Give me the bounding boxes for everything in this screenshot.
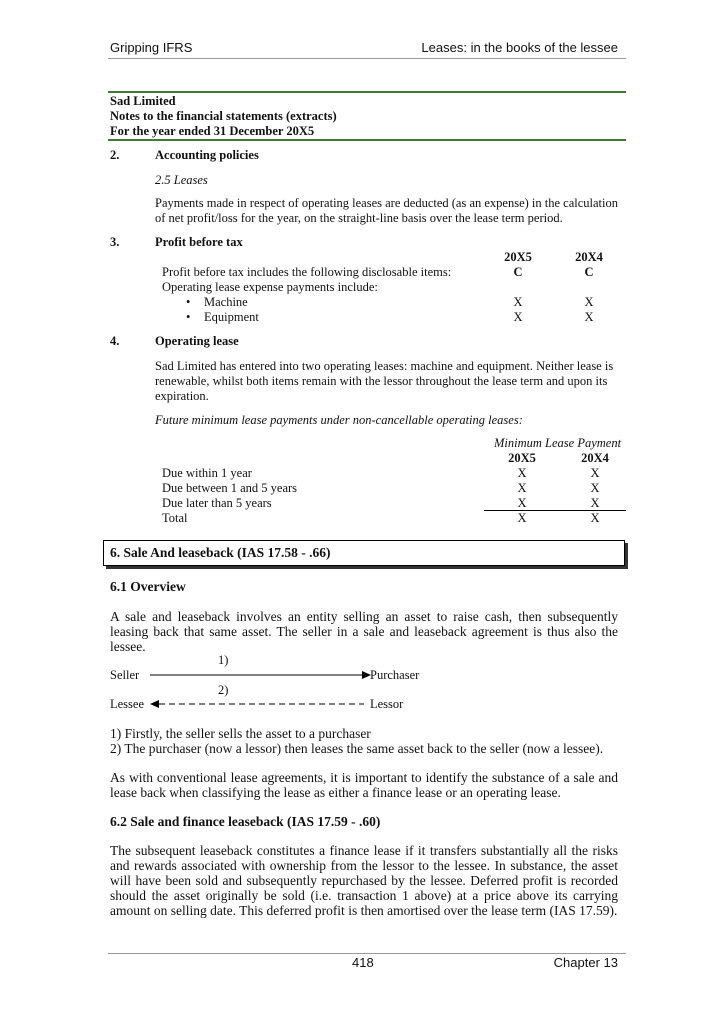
note4-row-3-v2: X: [590, 496, 600, 510]
note3-row-machine: • Machine: [204, 295, 248, 310]
overview-line3: lessee.: [110, 639, 146, 654]
note2-title: Accounting policies: [155, 148, 259, 162]
note4-row-1-v1: X: [517, 466, 527, 480]
note4-row-2: Due between 1 and 5 years: [162, 481, 298, 495]
note2-number: 2.: [110, 148, 120, 162]
para3-line1: The subsequent leaseback constitutes a finance lease if it transfers substantially all the risks: [110, 843, 618, 858]
diagram-purchaser: Purchaser: [370, 668, 420, 682]
header-rule: [108, 58, 626, 59]
note4-col2: 20X4: [581, 451, 609, 465]
note4-para3: expiration.: [155, 389, 209, 403]
note2-line1: Payments made in respect of operating leases are deducted (as an expense) in the calculation: [155, 196, 619, 210]
note4-para1: Sad Limited has entered into two operating leases: machine and equipment. Neither lease is: [155, 359, 614, 373]
page-number: 418: [352, 955, 374, 970]
note3-col1: 20X5: [504, 250, 532, 264]
para2-line2: lease back when classifying the lease as either a finance lease or an operating lease.: [110, 785, 561, 800]
step-list-2: 2) The purchaser (now a lessor) then leases the same asset back to the seller (now a lessee).: [110, 741, 604, 756]
diagram-lessee: Lessee: [110, 697, 145, 711]
note3-row-equipment: • Equipment: [204, 310, 259, 325]
note4-row-total: Total: [162, 511, 188, 525]
arrow-left-dashed-icon: [150, 697, 372, 711]
note4-row-1-v2: X: [590, 466, 600, 480]
note3-number: 3.: [110, 235, 120, 249]
diagram-seller: Seller: [110, 668, 140, 682]
note4-row-3-v1: X: [517, 496, 527, 510]
note2-subtitle: 2.5 Leases: [155, 173, 208, 187]
para3-line5: amount on selling date. This deferred profit is then amortised over the lease term (IAS 17.59).: [110, 903, 618, 918]
footer-rule: [108, 953, 626, 954]
note4-para2: renewable, whilst both items remain with the lessor throughout the lease term and upon its: [155, 374, 608, 388]
overview-line1: A sale and leaseback involves an entity selling an asset to raise cash, then subsequently: [110, 609, 618, 624]
note3-cur2: C: [584, 265, 594, 279]
step-list-1: 1) Firstly, the seller sells the asset to a purchaser: [110, 726, 371, 741]
note4-row-2-v2: X: [590, 481, 600, 495]
note3-cur1: C: [513, 265, 523, 279]
header-left: Gripping IFRS: [110, 40, 193, 55]
para3-line2: and rewards associated with ownership from the lessor to the lessee. In substance, the asset: [110, 858, 618, 873]
diagram-step1: 1): [218, 653, 229, 667]
note3-col2: 20X4: [575, 250, 603, 264]
note4-col1: 20X5: [508, 451, 536, 465]
diagram-step2: 2): [218, 683, 229, 697]
note3-equipment-v1: X: [513, 310, 523, 324]
section-6-title: 6. Sale And leaseback (IAS 17.58 - .66): [110, 545, 331, 560]
header-right: Leases: in the books of the lessee: [421, 40, 618, 55]
note4-row-1: Due within 1 year: [162, 466, 252, 480]
diagram-lessor: Lessor: [370, 697, 404, 711]
notes-period: For the year ended 31 December 20X5: [110, 124, 315, 138]
heading-6-2: 6.2 Sale and finance leaseback (IAS 17.59 - .60): [110, 814, 381, 829]
para3-line4: should the asset originally be sold (i.e. transaction 1 above) at a price above its carrying: [110, 888, 618, 903]
arrow-right-icon: [150, 668, 372, 682]
note4-row-3: Due later than 5 years: [162, 496, 272, 510]
note4-number: 4.: [110, 334, 120, 348]
note2-line2: of net profit/loss for the year, on the straight-line basis over the lease term period.: [155, 211, 563, 225]
overview-line2: leasing back that same asset. The seller in a sale and leaseback agreement is thus also the: [110, 624, 618, 639]
heading-6-1: 6.1 Overview: [110, 579, 186, 594]
note4-table-head: Minimum Lease Payment: [494, 436, 622, 450]
note3-line1: Profit before tax includes the following disclosable items:: [162, 265, 452, 279]
note4-row-2-v1: X: [517, 481, 527, 495]
note4-total-v2: X: [590, 511, 600, 525]
para2-line1: As with conventional lease agreements, it is important to identify the substance of a sale and: [110, 770, 618, 785]
para3-line3: will have been sold and subsequently repurchased by the lessee. Deferred profit is recorded: [110, 873, 618, 888]
note3-equipment-v2: X: [584, 310, 594, 324]
chapter-label: Chapter 13: [553, 955, 618, 970]
notes-bottom-rule: [108, 139, 626, 141]
note3-machine-v1: X: [513, 295, 523, 309]
notes-top-rule: [108, 91, 626, 93]
note4-subhead: Future minimum lease payments under non-cancellable operating leases:: [155, 413, 523, 427]
note3-machine-v2: X: [584, 295, 594, 309]
notes-subtitle: Notes to the financial statements (extracts): [110, 109, 337, 123]
company-name: Sad Limited: [110, 94, 176, 108]
note3-line2: Operating lease expense payments include:: [162, 280, 378, 294]
note4-total-v1: X: [517, 511, 527, 525]
note3-title: Profit before tax: [155, 235, 243, 249]
note4-title: Operating lease: [155, 334, 239, 348]
